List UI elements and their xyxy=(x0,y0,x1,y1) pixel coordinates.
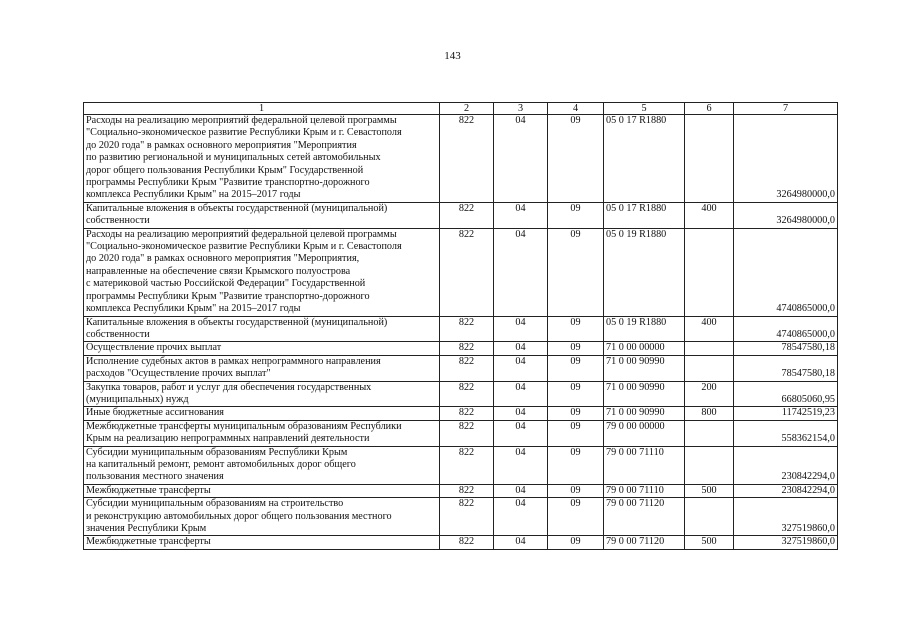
cell-subsection: 09 xyxy=(548,202,604,228)
cell-section: 04 xyxy=(494,536,548,549)
cell-target-article: 79 0 00 71120 xyxy=(604,498,685,536)
cell-name: Расходы на реализацию мероприятий федеральной целевой программы "Социально-экономическое развитие Республики Крым и г. Севастополя до 2020 года" в рамках основного мероприятия "Мероприятия по развитию региональной и муниципальных сетей автомобильных дорог общего пользования Республики Крым" Государственной программы Республики Крым "Развитие транспортно-дорожного комплекса Республики Крым" на 2015–2017 годы xyxy=(84,115,440,203)
cell-section: 04 xyxy=(494,316,548,342)
table-row xyxy=(84,407,838,420)
cell-grbs: 822 xyxy=(440,536,494,549)
cell-sum: 327519860,0 xyxy=(734,498,838,536)
cell-name: Исполнение судебных актов в рамках непрограммного направления расходов "Осуществление прочих выплат" xyxy=(84,355,440,381)
cell-expense-type: 400 xyxy=(685,316,734,342)
table-row xyxy=(84,420,838,446)
header-cell-grbs: 2 xyxy=(440,103,494,115)
table-header-row xyxy=(84,103,838,115)
cell-sum: 230842294,0 xyxy=(734,484,838,497)
cell-subsection: 09 xyxy=(548,115,604,203)
cell-expense-type xyxy=(685,115,734,203)
cell-subsection: 09 xyxy=(548,536,604,549)
cell-name: Закупка товаров, работ и услуг для обеспечения государственных (муниципальных) нужд xyxy=(84,381,440,407)
cell-expense-type: 800 xyxy=(685,407,734,420)
table-row xyxy=(84,498,838,536)
cell-subsection: 09 xyxy=(548,446,604,484)
cell-section: 04 xyxy=(494,420,548,446)
cell-name: Межбюджетные трансферты xyxy=(84,484,440,497)
cell-expense-type xyxy=(685,342,734,355)
cell-grbs: 822 xyxy=(440,228,494,316)
header-cell-target-article: 5 xyxy=(604,103,685,115)
cell-sum: 4740865000,0 xyxy=(734,316,838,342)
cell-target-article: 71 0 00 90990 xyxy=(604,381,685,407)
header-cell-section: 3 xyxy=(494,103,548,115)
cell-subsection: 09 xyxy=(548,316,604,342)
cell-name: Расходы на реализацию мероприятий федеральной целевой программы "Социально-экономическое развитие Республики Крым и г. Севастополя до 2020 года" в рамках основного мероприятия "Мероприятия, направленные на обеспечение связи Крымского полуострова с материковой частью Российской Федерации" Государственной программы Республики Крым "Развитие транспортно-дорожного комплекса Республики Крым" на 2015–2017 годы xyxy=(84,228,440,316)
cell-sum: 78547580,18 xyxy=(734,355,838,381)
header-cell-expense-type: 6 xyxy=(685,103,734,115)
cell-subsection: 09 xyxy=(548,381,604,407)
table-row xyxy=(84,316,838,342)
cell-subsection: 09 xyxy=(548,407,604,420)
cell-sum: 78547580,18 xyxy=(734,342,838,355)
cell-section: 04 xyxy=(494,407,548,420)
budget-table xyxy=(83,102,838,550)
cell-subsection: 09 xyxy=(548,420,604,446)
cell-name: Межбюджетные трансферты муниципальным образованиям Республики Крым на реализацию непрограммных направлений деятельности xyxy=(84,420,440,446)
cell-expense-type: 500 xyxy=(685,484,734,497)
header-cell-subsection: 4 xyxy=(548,103,604,115)
table-row xyxy=(84,536,838,549)
cell-grbs: 822 xyxy=(440,446,494,484)
cell-name: Капитальные вложения в объекты государственной (муниципальной) собственности xyxy=(84,202,440,228)
cell-grbs: 822 xyxy=(440,498,494,536)
cell-name: Субсидии муниципальным образованиям Республики Крым на капитальный ремонт, ремонт автомобильных дорог общего пользования местного значения xyxy=(84,446,440,484)
table-row xyxy=(84,202,838,228)
cell-expense-type xyxy=(685,228,734,316)
cell-name: Иные бюджетные ассигнования xyxy=(84,407,440,420)
cell-expense-type: 400 xyxy=(685,202,734,228)
cell-name: Осуществление прочих выплат xyxy=(84,342,440,355)
table-row xyxy=(84,381,838,407)
cell-section: 04 xyxy=(494,115,548,203)
cell-target-article: 05 0 19 R1880 xyxy=(604,316,685,342)
cell-subsection: 09 xyxy=(548,355,604,381)
cell-sum: 4740865000,0 xyxy=(734,228,838,316)
cell-grbs: 822 xyxy=(440,355,494,381)
cell-target-article: 79 0 00 71110 xyxy=(604,446,685,484)
cell-target-article: 79 0 00 71120 xyxy=(604,536,685,549)
table-row xyxy=(84,484,838,497)
cell-subsection: 09 xyxy=(548,342,604,355)
cell-grbs: 822 xyxy=(440,420,494,446)
cell-grbs: 822 xyxy=(440,202,494,228)
cell-name: Капитальные вложения в объекты государственной (муниципальной) собственности xyxy=(84,316,440,342)
table-row xyxy=(84,115,838,203)
cell-target-article: 71 0 00 90990 xyxy=(604,407,685,420)
cell-sum: 558362154,0 xyxy=(734,420,838,446)
cell-section: 04 xyxy=(494,228,548,316)
cell-target-article: 05 0 19 R1880 xyxy=(604,228,685,316)
cell-expense-type xyxy=(685,355,734,381)
cell-sum: 3264980000,0 xyxy=(734,202,838,228)
cell-target-article: 71 0 00 00000 xyxy=(604,342,685,355)
page-number: 143 xyxy=(444,50,461,62)
table-row xyxy=(84,355,838,381)
cell-target-article: 79 0 00 00000 xyxy=(604,420,685,446)
cell-section: 04 xyxy=(494,446,548,484)
cell-name: Межбюджетные трансферты xyxy=(84,536,440,549)
cell-target-article: 05 0 17 R1880 xyxy=(604,115,685,203)
cell-sum: 327519860,0 xyxy=(734,536,838,549)
cell-expense-type xyxy=(685,498,734,536)
cell-section: 04 xyxy=(494,342,548,355)
cell-expense-type: 200 xyxy=(685,381,734,407)
cell-target-article: 71 0 00 90990 xyxy=(604,355,685,381)
cell-subsection: 09 xyxy=(548,228,604,316)
cell-section: 04 xyxy=(494,498,548,536)
header-cell-sum: 7 xyxy=(734,103,838,115)
cell-section: 04 xyxy=(494,202,548,228)
cell-grbs: 822 xyxy=(440,115,494,203)
cell-grbs: 822 xyxy=(440,316,494,342)
table-row xyxy=(84,446,838,484)
cell-name: Субсидии муниципальным образованиям на строительство и реконструкцию автомобильных дорог общего пользования местного значения Республики Крым xyxy=(84,498,440,536)
cell-section: 04 xyxy=(494,484,548,497)
cell-expense-type xyxy=(685,420,734,446)
cell-subsection: 09 xyxy=(548,484,604,497)
cell-expense-type xyxy=(685,446,734,484)
cell-target-article: 05 0 17 R1880 xyxy=(604,202,685,228)
header-cell-name: 1 xyxy=(84,103,440,115)
cell-sum: 230842294,0 xyxy=(734,446,838,484)
cell-sum: 11742519,23 xyxy=(734,407,838,420)
cell-expense-type: 500 xyxy=(685,536,734,549)
table-row xyxy=(84,342,838,355)
cell-sum: 66805060,95 xyxy=(734,381,838,407)
table-row xyxy=(84,228,838,316)
cell-grbs: 822 xyxy=(440,407,494,420)
cell-target-article: 79 0 00 71110 xyxy=(604,484,685,497)
cell-grbs: 822 xyxy=(440,484,494,497)
cell-grbs: 822 xyxy=(440,381,494,407)
cell-grbs: 822 xyxy=(440,342,494,355)
cell-subsection: 09 xyxy=(548,498,604,536)
cell-section: 04 xyxy=(494,355,548,381)
cell-section: 04 xyxy=(494,381,548,407)
cell-sum: 3264980000,0 xyxy=(734,115,838,203)
